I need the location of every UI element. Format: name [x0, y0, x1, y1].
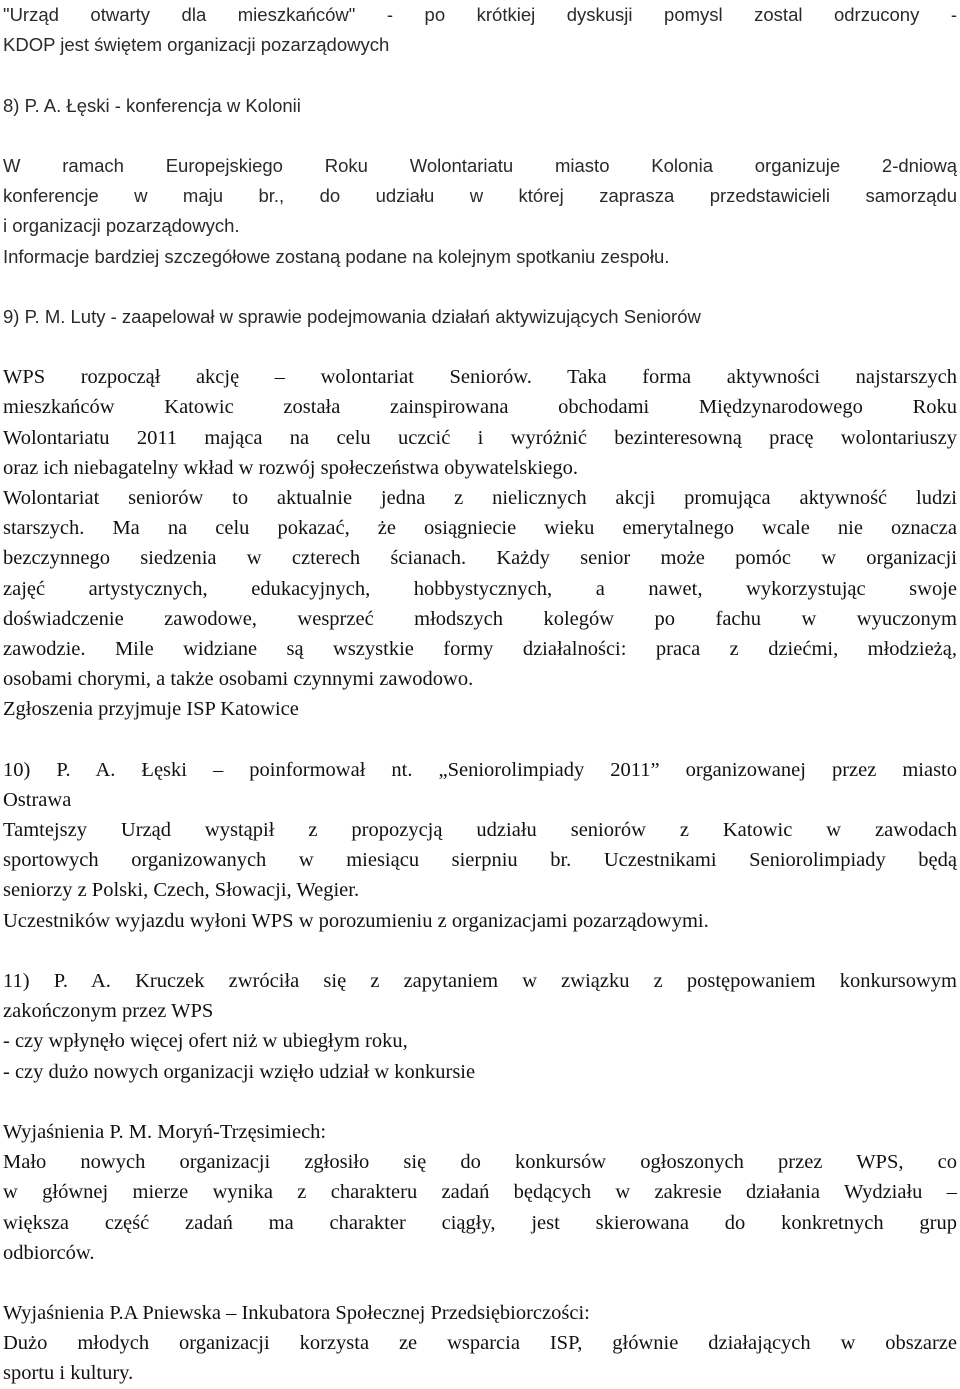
text-line: Wolontariatu 2011 mająca na celu uczcić i wyróżnić bezinteresowną pracę wolontariuszy — [3, 426, 957, 449]
text-line: zakończonym przez WPS — [3, 1000, 214, 1023]
text-line: odbiorców. — [3, 1241, 95, 1264]
text-line: Ostrawa — [3, 788, 72, 811]
text-line: 8) P. A. Łęski - konferencja w Kolonii — [3, 94, 301, 116]
blank-line — [3, 1268, 957, 1298]
text-line: W ramach Europejskiego Roku Wolontariatu miasto Kolonia organizuje 2-dniową — [3, 154, 957, 176]
document-page — [3, 0, 957, 1389]
text-line: Wolontariat seniorów to aktualnie jedna z nielicznych akcji promująca aktywność ludzi — [3, 487, 957, 509]
text-line: Uczestników wyjazdu wyłoni WPS w porozumieniu z organizacjami pozarządowymi. — [3, 909, 709, 932]
text-line: doświadczenie zawodowe, wesprzeć młodszych kolegów po fachu w wyuczonym — [3, 607, 957, 630]
blank-line — [3, 936, 957, 966]
text-line: 11) P. A. Kruczek zwróciła się z zapytaniem w związku z postępowaniem konkursowym — [3, 970, 957, 992]
text-line: seniorzy z Polski, Czech, Słowacji, Wegier. — [3, 879, 360, 902]
text-line: - czy wpłynęło więcej ofert niż w ubiegłym roku, — [3, 1030, 408, 1053]
text-line: oraz ich niebagatelny wkład w rozwój społeczeństwa obywatelskiego. — [3, 456, 578, 479]
text-line: KDOP jest świętem organizacji pozarządowych — [3, 34, 390, 56]
blank-line — [3, 1087, 957, 1117]
text-line: większa część zadań ma charakter ciągły, jest skierowana do konkretnych grup — [3, 1211, 957, 1234]
text-line: osobami chorymi, a także osobami czynnymi zawodowo. — [3, 668, 474, 691]
text-line: WPS rozpoczął akcję – wolontariat Seniorów. Taka forma aktywności najstarszych — [3, 366, 957, 389]
text-line: konferencje w maju br., do udziału w której zaprasza przedstawicieli samorządu — [3, 185, 957, 207]
text-line: Tamtejszy Urząd wystąpił z propozycją udziału seniorów z Katowic w zawodach — [3, 819, 957, 842]
text-line: Wyjaśnienia P.A Pniewska – Inkubatora Społecznej Przedsiębiorczości: — [3, 1302, 590, 1325]
text-line: starszych. Ma na celu pokazać, że osiągniecie wieku emerytalnego wcale nie oznacza — [3, 517, 957, 540]
text-line: zajęć artystycznych, edukacyjnych, hobbystycznych, a nawet, wykorzystując swoje — [3, 577, 957, 600]
blank-line — [3, 121, 957, 151]
text-line: Wyjaśnienia P. M. Moryń-Trzęsimiech: — [3, 1120, 327, 1143]
blank-line — [3, 272, 957, 302]
text-line: 10) P. A. Łęski – poinformował nt. „Seniorolimpiady 2011” organizowanej przez miasto — [3, 758, 957, 781]
text-line: Dużo młodych organizacji korzysta ze wsparcia ISP, głównie działających w obszarze — [3, 1332, 957, 1355]
text-line: mieszkańców Katowic została zainspirowana obchodami Międzynarodowego Roku — [3, 396, 957, 419]
blank-line — [3, 725, 957, 755]
text-line: Mało nowych organizacji zgłosiło się do konkursów ogłoszonych przez WPS, co — [3, 1151, 957, 1174]
text-line: zawodzie. Mile widziane są wszystkie formy działalności: praca z dziećmi, młodzieżą, — [3, 637, 957, 660]
text-line: - czy dużo nowych organizacji wzięło udział w konkursie — [3, 1060, 476, 1083]
text-line: Informacje bardziej szczegółowe zostaną podane na kolejnym spotkaniu zespołu. — [3, 245, 670, 267]
text-line: bezczynnego siedzenia w czterech ścianach. Każdy senior może pomóc w organizacji — [3, 547, 957, 570]
text-line: w głównej mierze wynika z charakteru zadań będących w zakresie działania Wydziału – — [3, 1181, 957, 1204]
text-line: sportowych organizowanych w miesiącu sierpniu br. Uczestnikami Seniorolimpiady będą — [3, 849, 957, 872]
blank-line — [3, 332, 957, 362]
blank-line — [3, 60, 957, 90]
text-line: "Urząd otwarty dla mieszkańców" - po krótkiej dyskusji pomysl zostal odrzucony - — [3, 4, 957, 25]
text-line: 9) P. M. Luty - zaapelował w sprawie podejmowania działań aktywizujących Seniorów — [3, 305, 701, 327]
text-line: i organizacji pozarządowych. — [3, 215, 240, 237]
text-line: sportu i kultury. — [3, 1362, 134, 1385]
text-line: Zgłoszenia przyjmuje ISP Katowice — [3, 698, 299, 721]
